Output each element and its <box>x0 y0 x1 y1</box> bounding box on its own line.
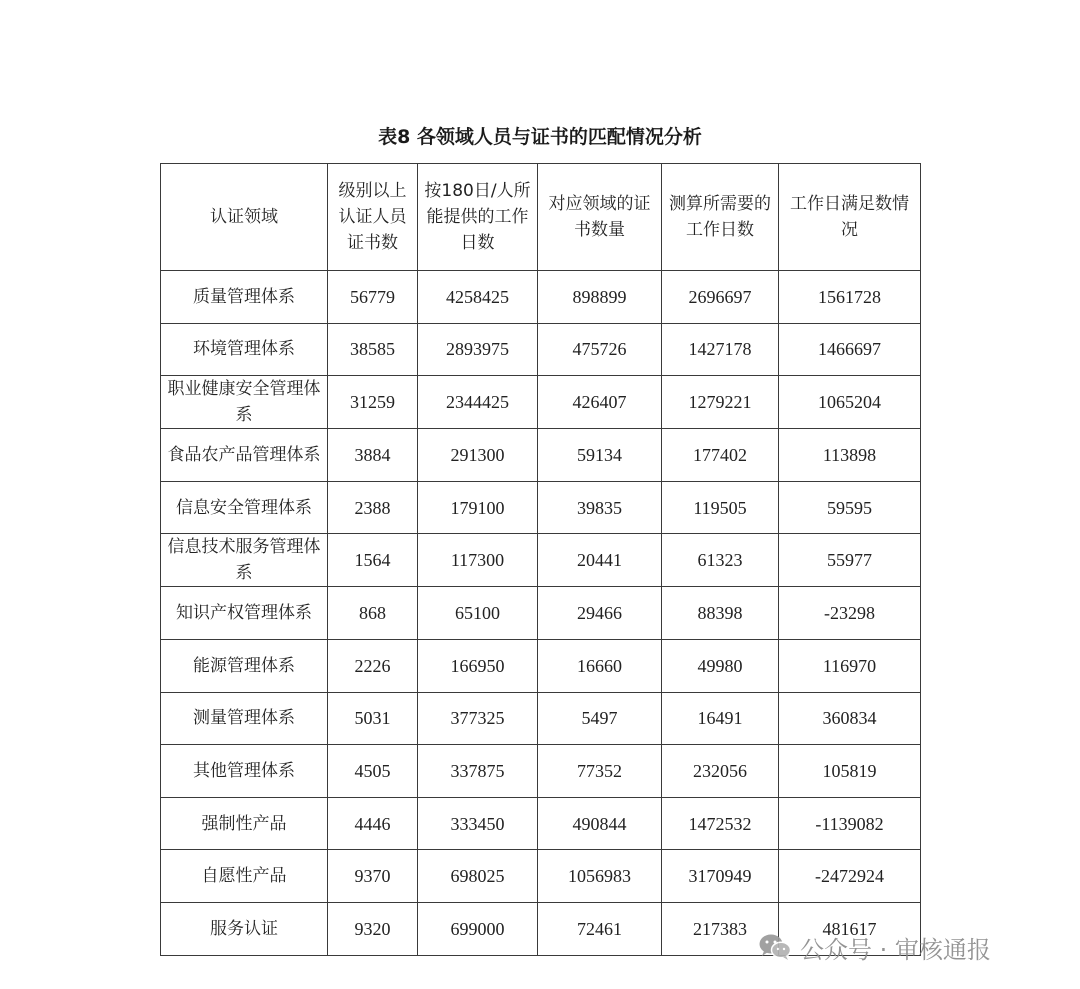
table-cell: 9320 <box>328 902 418 955</box>
row-label: 强制性产品 <box>161 797 328 850</box>
table-cell: 2893975 <box>418 323 538 376</box>
table-row <box>161 692 921 745</box>
row-label: 职业健康安全管理体系 <box>161 376 328 429</box>
table-cell: 49980 <box>662 639 779 692</box>
row-label: 信息技术服务管理体系 <box>161 534 328 587</box>
data-table <box>160 163 921 956</box>
table-row <box>161 429 921 482</box>
row-label: 其他管理体系 <box>161 745 328 798</box>
row-label: 自愿性产品 <box>161 850 328 903</box>
header-surplus: 工作日满足数情况 <box>779 164 921 271</box>
table-cell: 868 <box>328 587 418 640</box>
table-cell: 333450 <box>418 797 538 850</box>
row-label: 环境管理体系 <box>161 323 328 376</box>
table-cell: 2344425 <box>418 376 538 429</box>
table-cell: 1561728 <box>779 271 921 324</box>
table-cell: 3884 <box>328 429 418 482</box>
table-row <box>161 639 921 692</box>
table-cell: 177402 <box>662 429 779 482</box>
header-provided-days: 按180日/人所能提供的工作日数 <box>418 164 538 271</box>
table-row <box>161 534 921 587</box>
table-cell: 31259 <box>328 376 418 429</box>
table-cell: 20441 <box>538 534 662 587</box>
table-cell: 4446 <box>328 797 418 850</box>
table-cell: 116970 <box>779 639 921 692</box>
table-cell: 217383 <box>662 902 779 955</box>
row-label: 知识产权管理体系 <box>161 587 328 640</box>
table-cell: 426407 <box>538 376 662 429</box>
row-label: 服务认证 <box>161 902 328 955</box>
row-label: 食品农产品管理体系 <box>161 429 328 482</box>
table-cell: 113898 <box>779 429 921 482</box>
table-cell: 77352 <box>538 745 662 798</box>
table-cell: 29466 <box>538 587 662 640</box>
table-cell: 1427178 <box>662 323 779 376</box>
table-cell: 1056983 <box>538 850 662 903</box>
table-cell: 39835 <box>538 481 662 534</box>
table-row <box>161 587 921 640</box>
table-cell: 61323 <box>662 534 779 587</box>
table-row <box>161 745 921 798</box>
table-cell: 166950 <box>418 639 538 692</box>
table-cell: 1065204 <box>779 376 921 429</box>
table-cell: 475726 <box>538 323 662 376</box>
table-cell: 72461 <box>538 902 662 955</box>
table-cell: 3170949 <box>662 850 779 903</box>
table-cell: -2472924 <box>779 850 921 903</box>
table-cell: 1472532 <box>662 797 779 850</box>
table-cell: 699000 <box>418 902 538 955</box>
table-row <box>161 271 921 324</box>
header-required-days: 测算所需要的工作日数 <box>662 164 779 271</box>
table-cell: 65100 <box>418 587 538 640</box>
table-cell: 16491 <box>662 692 779 745</box>
table-row <box>161 797 921 850</box>
table-cell: 4505 <box>328 745 418 798</box>
table-cell: 55977 <box>779 534 921 587</box>
table-row <box>161 376 921 429</box>
table-cell: 490844 <box>538 797 662 850</box>
table-cell: 105819 <box>779 745 921 798</box>
table-cell: 481617 <box>779 902 921 955</box>
header-cert-count: 级别以上认证人员证书数 <box>328 164 418 271</box>
row-label: 质量管理体系 <box>161 271 328 324</box>
row-label: 信息安全管理体系 <box>161 481 328 534</box>
table-cell: 698025 <box>418 850 538 903</box>
table-cell: 5031 <box>328 692 418 745</box>
table-cell: 232056 <box>662 745 779 798</box>
row-label: 测量管理体系 <box>161 692 328 745</box>
table-title: 表8 各领域人员与证书的匹配情况分析 <box>378 126 702 148</box>
table-cell: 2226 <box>328 639 418 692</box>
table-cell: 2696697 <box>662 271 779 324</box>
table-cell: 119505 <box>662 481 779 534</box>
header-field: 认证领域 <box>161 164 328 271</box>
table-cell: -23298 <box>779 587 921 640</box>
table-cell: 4258425 <box>418 271 538 324</box>
header-field-cert-count: 对应领域的证书数量 <box>538 164 662 271</box>
table-row <box>161 481 921 534</box>
table-cell: 291300 <box>418 429 538 482</box>
table-row <box>161 850 921 903</box>
table-cell: 1466697 <box>779 323 921 376</box>
table-cell: -1139082 <box>779 797 921 850</box>
table-cell: 5497 <box>538 692 662 745</box>
table-cell: 38585 <box>328 323 418 376</box>
header-row <box>161 164 921 271</box>
table-cell: 16660 <box>538 639 662 692</box>
table-cell: 59595 <box>779 481 921 534</box>
watermark-text: 公众号 · 审核通报 <box>800 935 991 964</box>
wechat-icon <box>758 932 792 962</box>
table-cell: 59134 <box>538 429 662 482</box>
table-cell: 360834 <box>779 692 921 745</box>
table-cell: 117300 <box>418 534 538 587</box>
row-label: 能源管理体系 <box>161 639 328 692</box>
table-cell: 1564 <box>328 534 418 587</box>
table-cell: 179100 <box>418 481 538 534</box>
table-cell: 337875 <box>418 745 538 798</box>
table-cell: 2388 <box>328 481 418 534</box>
table-cell: 1279221 <box>662 376 779 429</box>
watermark <box>758 927 991 967</box>
table-cell: 88398 <box>662 587 779 640</box>
table-cell: 56779 <box>328 271 418 324</box>
table-cell: 377325 <box>418 692 538 745</box>
table-row <box>161 323 921 376</box>
table-cell: 9370 <box>328 850 418 903</box>
table-cell: 898899 <box>538 271 662 324</box>
